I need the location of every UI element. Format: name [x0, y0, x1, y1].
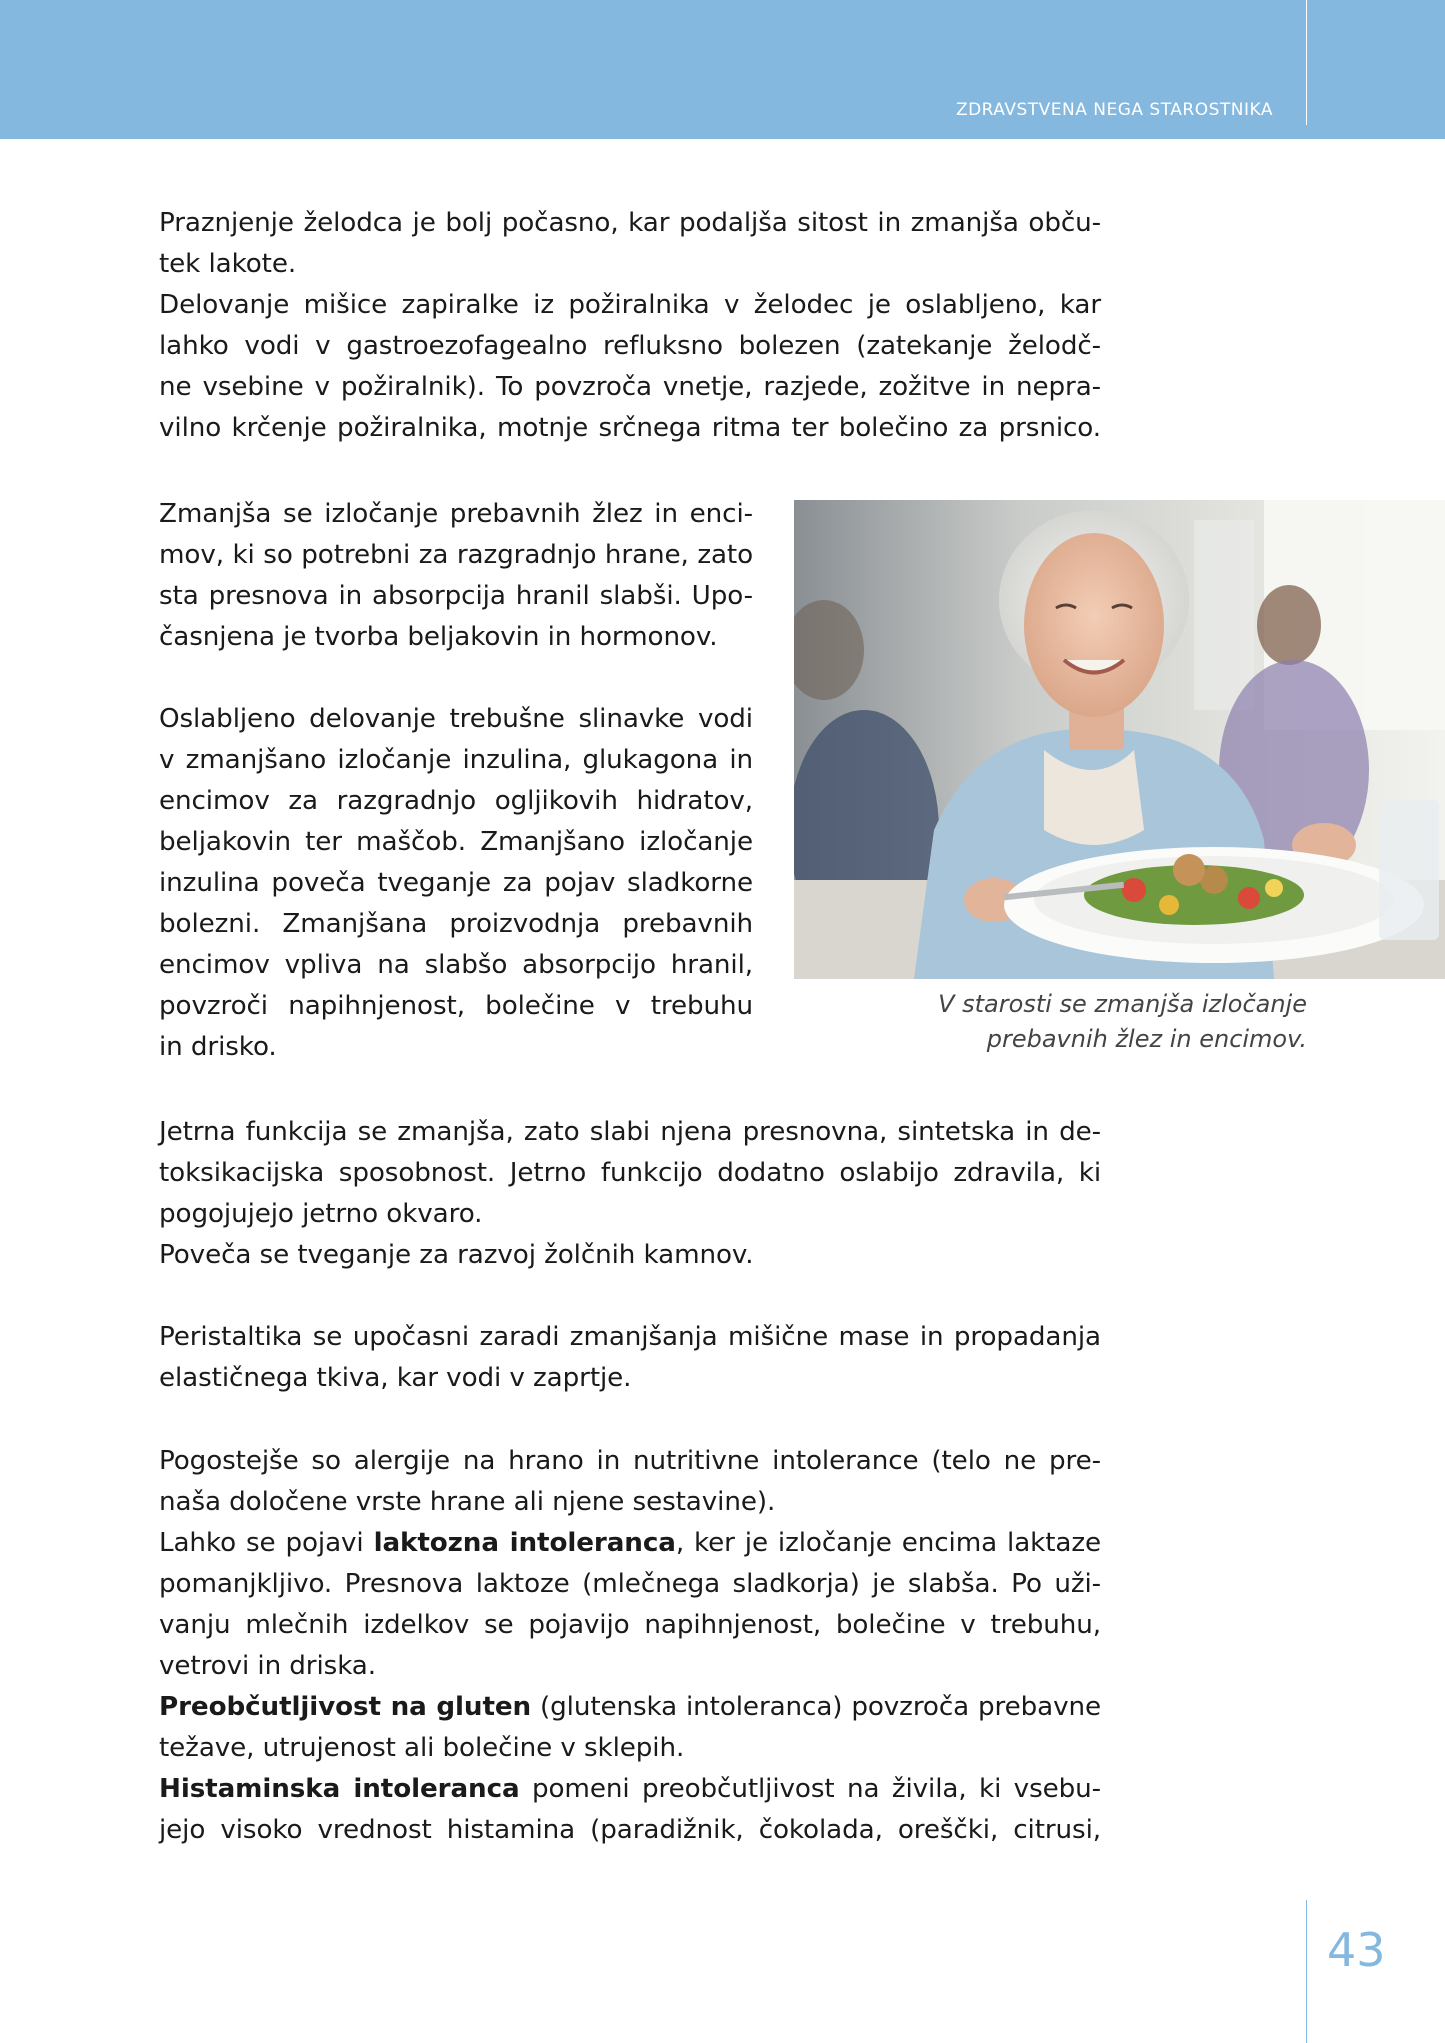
- term-lactose-intolerance: laktozna intoleranca: [373, 1528, 676, 1558]
- text-run: , ker je izločanje encima laktaze: [675, 1528, 1101, 1558]
- photo-caption: [870, 987, 1307, 1057]
- text-line: lahko vodi v gastroezofagealno refluksno bolezen (zatekanje želodč-: [159, 331, 1101, 361]
- caption-line: prebavnih žlez in encimov.: [986, 1025, 1307, 1053]
- footer-divider: [1306, 1900, 1307, 2043]
- text-line: Pogostejše so alergije na hrano in nutritivne intolerance (telo ne pre-: [159, 1446, 1101, 1476]
- text-line: Delovanje mišice zapiralke iz požiralnika v želodec je oslabljeno, kar: [159, 290, 1101, 320]
- text-line: jejo visoko vrednost histamina (paradižnik, čokolada, oreščki, citrusi,: [159, 1815, 1101, 1845]
- text-line: povzroči napihnjenost, bolečine v trebuhu: [159, 991, 753, 1021]
- text-run: Lahko se pojavi: [159, 1528, 374, 1558]
- term-histamine-intolerance: Histaminska intoleranca: [159, 1774, 520, 1804]
- text-line: pogojujejo jetrno okvaro.: [159, 1199, 483, 1229]
- text-line: [159, 1769, 1101, 1810]
- text-line: sta presnova in absorpcija hranil slabši. Upo-: [159, 581, 753, 611]
- paragraph-gastric-emptying: [159, 203, 1101, 449]
- text-line: vetrovi in driska.: [159, 1651, 376, 1681]
- paragraph-peristalsis: [159, 1317, 1101, 1399]
- text-run: pomeni preobčutljivost na živila, ki vsebu-: [519, 1774, 1101, 1804]
- text-line: naša določene vrste hrane ali njene sestavine).: [159, 1487, 776, 1517]
- text-line: bolezni. Zmanjšana proizvodnja prebavnih: [159, 909, 753, 939]
- header-divider: [1306, 0, 1307, 125]
- caption-line: V starosti se zmanjša izločanje: [938, 990, 1307, 1018]
- text-line: vanju mlečnih izdelkov se pojavijo napihnjenost, bolečine v trebuhu,: [159, 1610, 1101, 1640]
- text-line: Poveča se tveganje za razvoj žolčnih kamnov.: [159, 1240, 754, 1270]
- text-line: [159, 1687, 1101, 1728]
- elderly-woman-meal-photo: [794, 500, 1445, 979]
- paragraph-liver: [159, 1112, 1101, 1276]
- paragraph-digestive-glands: [159, 494, 753, 658]
- text-line: elastičnega tkiva, kar vodi v zaprtje.: [159, 1363, 632, 1393]
- text-line: [159, 1523, 1101, 1564]
- text-line: mov, ki so potrebni za razgradnjo hrane, zato: [159, 540, 753, 570]
- text-line: Oslabljeno delovanje trebušne slinavke vodi: [159, 704, 753, 734]
- text-line: encimov za razgradnjo ogljikovih hidratov,: [159, 786, 753, 816]
- running-header-title: ZDRAVSTVENA NEGA STAROSTNIKA: [955, 100, 1273, 120]
- text-line: in drisko.: [159, 1032, 277, 1062]
- text-line: vilno krčenje požiralnika, motnje srčnega ritma ter bolečino za prsnico.: [159, 413, 1101, 443]
- text-line: Jetrna funkcija se zmanjša, zato slabi njena presnovna, sintetska in de-: [159, 1117, 1101, 1147]
- text-run: (glutenska intoleranca) povzroča prebavne: [531, 1692, 1101, 1722]
- paragraph-food-intolerance: [159, 1441, 1101, 1851]
- text-line: težave, utrujenost ali bolečine v sklepih.: [159, 1733, 685, 1763]
- text-line: v zmanjšano izločanje inzulina, glukagona in: [159, 745, 753, 775]
- paragraph-pancreas: [159, 699, 753, 1068]
- page-number: 43: [1327, 1923, 1386, 1977]
- text-line: Praznjenje želodca je bolj počasno, kar podaljša sitost in zmanjša obču-: [159, 208, 1101, 238]
- text-line: Peristaltika se upočasni zaradi zmanjšanja mišične mase in propadanja: [159, 1322, 1101, 1352]
- text-line: encimov vpliva na slabšo absorpcijo hranil,: [159, 950, 753, 980]
- text-line: inzulina poveča tveganje za pojav sladkorne: [159, 868, 753, 898]
- text-line: ne vsebine v požiralnik). To povzroča vnetje, razjede, zožitve in nepra-: [159, 372, 1101, 402]
- text-line: tek lakote.: [159, 249, 297, 279]
- text-line: beljakovin ter maščob. Zmanjšano izločanje: [159, 827, 753, 857]
- text-line: toksikacijska sposobnost. Jetrno funkcijo dodatno oslabijo zdravila, ki: [159, 1158, 1101, 1188]
- text-line: Zmanjša se izločanje prebavnih žlez in enci-: [159, 499, 753, 529]
- text-line: pomanjkljivo. Presnova laktoze (mlečnega sladkorja) je slabša. Po uži-: [159, 1569, 1101, 1599]
- term-gluten-sensitivity: Preobčutljivost na gluten: [159, 1692, 532, 1722]
- text-line: časnjena je tvorba beljakovin in hormonov.: [159, 622, 718, 652]
